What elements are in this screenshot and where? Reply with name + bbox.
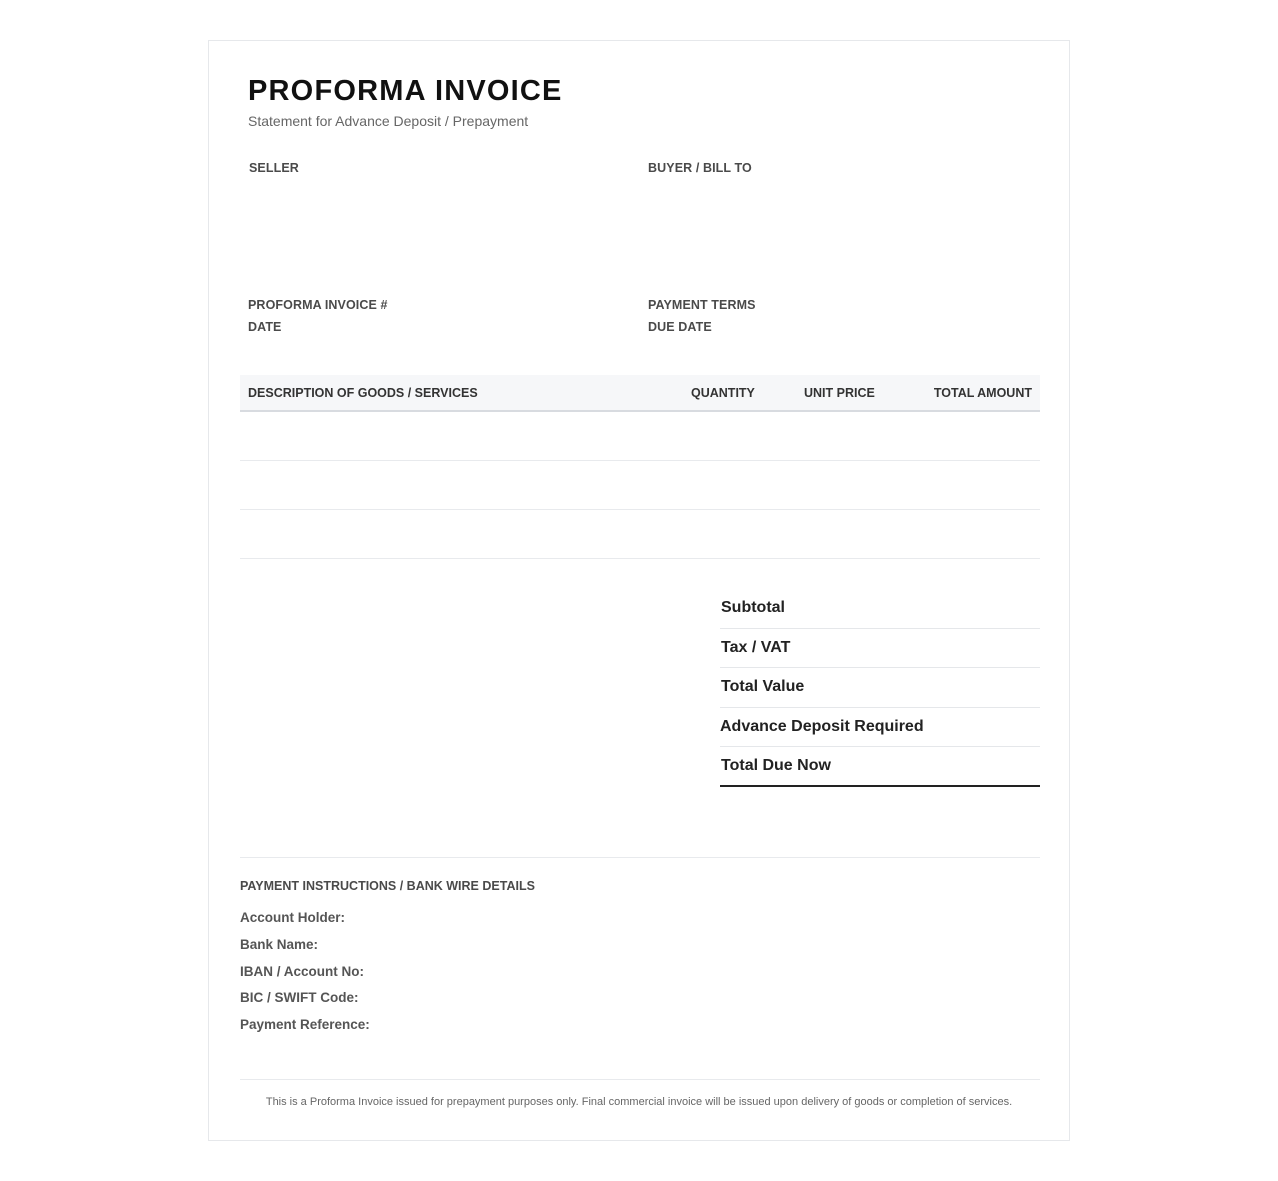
buyer-label: BUYER / BILL TO [648, 161, 752, 175]
column-header-quantity: QUANTITY [691, 386, 755, 400]
section-divider [240, 857, 1040, 858]
seller-label: SELLER [249, 161, 299, 175]
bank-details-title: PAYMENT INSTRUCTIONS / BANK WIRE DETAILS [240, 879, 535, 893]
account-holder-label: Account Holder: [240, 910, 346, 925]
footer-divider [240, 1079, 1040, 1080]
advance-deposit-row [720, 708, 1040, 748]
total-due-row [720, 747, 1040, 787]
date-label: DATE [248, 320, 282, 334]
invoice-title: PROFORMA INVOICE [248, 75, 563, 107]
subtotal-label: Subtotal [721, 599, 785, 617]
tax-label: Tax / VAT [721, 638, 791, 656]
subtotal-row [720, 589, 1040, 629]
invoice-subtitle: Statement for Advance Deposit / Prepayment [248, 113, 529, 129]
bic-label: BIC / SWIFT Code: [240, 990, 359, 1005]
table-row [240, 460, 1040, 461]
table-row [240, 558, 1040, 559]
footer-note: This is a Proforma Invoice issued for prepayment purposes only. Final commercial invoice will be issued upon delivery of goods or completion of services. [265, 1096, 1013, 1108]
column-header-unit-price: UNIT PRICE [804, 386, 875, 400]
column-header-total-amount: TOTAL AMOUNT [933, 386, 1032, 400]
bank-name-label: Bank Name: [240, 937, 319, 952]
tax-row [720, 629, 1040, 669]
advance-deposit-label: Advance Deposit Required [720, 717, 924, 735]
items-table-header [240, 375, 1040, 412]
due-date-label: DUE DATE [648, 320, 712, 334]
column-header-description: DESCRIPTION OF GOODS / SERVICES [248, 386, 478, 400]
iban-label: IBAN / Account No: [240, 964, 364, 979]
table-row [240, 509, 1040, 510]
payment-terms-label: PAYMENT TERMS [648, 298, 756, 312]
payment-reference-label: Payment Reference: [240, 1017, 370, 1032]
invoice-page [208, 40, 1070, 1141]
total-due-label: Total Due Now [721, 756, 831, 774]
invoice-number-label: PROFORMA INVOICE # [248, 298, 388, 312]
total-value-row [720, 668, 1040, 708]
total-value-label: Total Value [721, 678, 805, 696]
totals-summary [720, 589, 1040, 787]
